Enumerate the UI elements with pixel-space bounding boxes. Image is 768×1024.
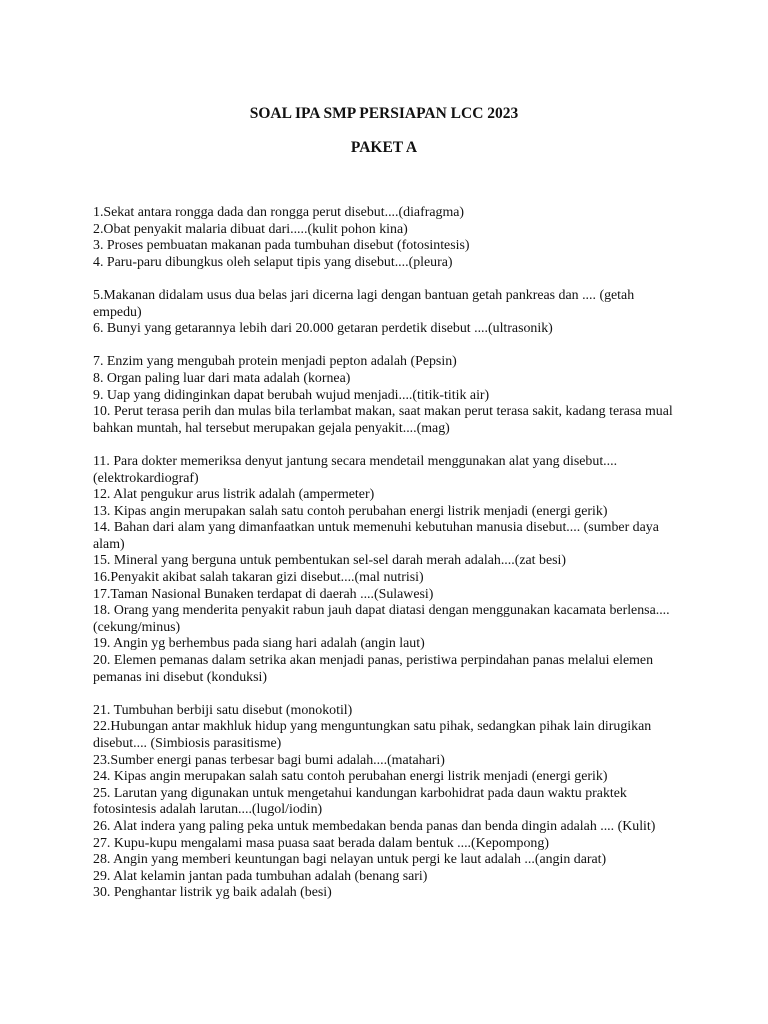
- question-item: 20. Elemen pemanas dalam setrika akan menjadi panas, peristiwa perpindahan panas melalui elemen pemanas ini disebut (konduksi): [93, 653, 654, 685]
- question-item: 18. Orang yang menderita penyakit rabun jauh dapat diatasi dengan menggunakan kacamata berlensa....(cekung/minus): [93, 603, 670, 635]
- question-group: [93, 354, 683, 437]
- question-group: [93, 454, 683, 686]
- question-list: [93, 205, 683, 902]
- question-item: 15. Mineral yang berguna untuk pembentukan sel-sel darah merah adalah....(zat besi): [93, 553, 567, 569]
- question-item: 25. Larutan yang digunakan untuk mengetahui kandungan karbohidrat pada daun waktu praktek fotosintesis adalah larutan....(lugol/iodin): [93, 785, 627, 818]
- question-item: 26. Alat indera yang paling peka untuk membedakan benda panas dan benda dingin adalah .... (Kulit): [93, 818, 656, 834]
- question-item: 19. Angin yg berhembus pada siang hari adalah (angin laut): [93, 636, 425, 652]
- question-item: 17.Taman Nasional Bunaken terdapat di daerah ....(Sulawesi): [93, 586, 434, 602]
- question-item: 12. Alat pengukur arus listrik adalah (ampermeter): [93, 487, 375, 503]
- question-item: 2.Obat penyakit malaria dibuat dari.....(kulit pohon kina): [93, 221, 408, 237]
- question-item: 11. Para dokter memeriksa denyut jantung secara mendetail menggunakan alat yang disebut....(elektrokardiograf): [93, 453, 618, 486]
- question-item: 9. Uap yang didinginkan dapat berubah wujud menjadi....(titik-titik air): [93, 387, 490, 403]
- question-item: 24. Kipas angin merupakan salah satu contoh perubahan energi listrik menjadi (energi gerik): [93, 769, 608, 785]
- question-group: [93, 205, 683, 271]
- question-item: 30. Penghantar listrik yg baik adalah (besi): [93, 885, 332, 901]
- question-item: 23.Sumber energi panas terbesar bagi bumi adalah....(matahari): [93, 752, 445, 768]
- question-item: 5.Makanan didalam usus dua belas jari dicerna lagi dengan bantuan getah pankreas dan .... (getah empedu): [93, 287, 635, 320]
- question-item: 6. Bunyi yang getarannya lebih dari 20.000 getaran perdetik disebut ....(ultrasonik): [93, 321, 553, 337]
- question-item: 8. Organ paling luar dari mata adalah (kornea): [93, 370, 351, 386]
- question-item: 1.Sekat antara rongga dada dan rongga perut disebut....(diafragma): [93, 205, 465, 220]
- question-item: 21. Tumbuhan berbiji satu disebut (monokotil): [93, 702, 353, 718]
- question-item: 4. Paru-paru dibungkus oleh selaput tipis yang disebut....(pleura): [93, 254, 453, 270]
- question-item: 7. Enzim yang mengubah protein menjadi pepton adalah (Pepsin): [93, 354, 457, 370]
- question-item: 14. Bahan dari alam yang dimanfaatkan untuk memenuhi kebutuhan manusia disebut.... (sumber daya alam): [93, 520, 659, 552]
- question-item: 10. Perut terasa perih dan mulas bila terlambat makan, saat makan perut terasa sakit, kadang terasa mual bahkan muntah, hal tersebut merupakan gejala penyakit....(mag): [93, 404, 673, 436]
- question-group: [93, 288, 683, 338]
- question-item: 29. Alat kelamin jantan pada tumbuhan adalah (benang sari): [93, 868, 428, 884]
- document-title: SOAL IPA SMP PERSIAPAN LCC 2023: [249, 105, 519, 122]
- question-group: [93, 703, 683, 902]
- document-subtitle: PAKET A: [350, 139, 418, 156]
- question-item: 27. Kupu-kupu mengalami masa puasa saat berada dalam bentuk ....(Kepompong): [93, 835, 549, 851]
- question-item: 13. Kipas angin merupakan salah satu contoh perubahan energi listrik menjadi (energi gerik): [93, 503, 608, 519]
- question-item: 22.Hubungan antar makhluk hidup yang menguntungkan satu pihak, sedangkan pihak lain dirugikan disebut.... (Simbiosis parasitisme): [93, 719, 652, 751]
- question-item: 16.Penyakit akibat salah takaran gizi disebut....(mal nutrisi): [93, 570, 424, 586]
- question-item: 3. Proses pembuatan makanan pada tumbuhan disebut (fotosintesis): [93, 238, 470, 254]
- question-item: 28. Angin yang memberi keuntungan bagi nelayan untuk pergi ke laut adalah ...(angin darat): [93, 852, 607, 868]
